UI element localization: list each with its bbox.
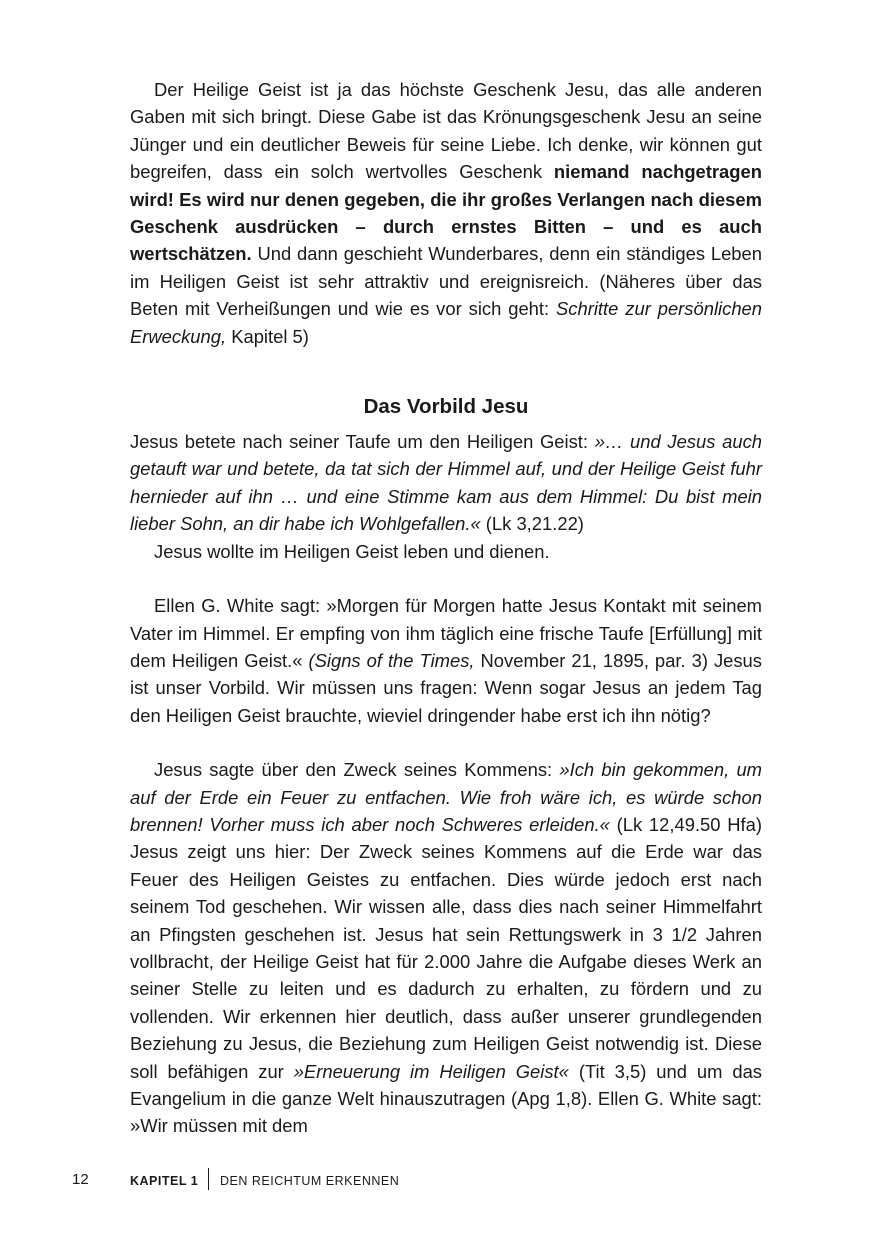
text-run: Jesus betete nach seiner Taufe um den Heiligen Geist: bbox=[130, 431, 595, 453]
page-body bbox=[130, 76, 762, 1140]
text-run: Jesus sagte über den Zweck seines Kommens: bbox=[154, 759, 560, 781]
text-run: Und dann geschieht Wunderbares, denn ein ständiges Leben im Heiligen Geist ist sehr attraktiv und ereignisreich. (Näheres über das Beten mit Verheißungen und wie es vor sich geht: bbox=[130, 243, 762, 320]
text-run: November 21, 1895, par. 3) Jesus ist unser Vorbild. Wir müssen uns fragen: Wenn sogar Jesus an jedem Tag den Heiligen Geist brauchte, wieviel dringender habe erst ich ihn nötig? bbox=[130, 649, 762, 726]
chapter-label: KAPITEL 1 bbox=[130, 1174, 199, 1188]
text-run: Ellen G. White sagt: »Morgen für Morgen hatte Jesus Kontakt mit seinem Vater im Himmel. Er empfing von ihm täglich eine frische Taufe [Erfüllung] mit dem Heiligen Geist.« bbox=[130, 595, 762, 671]
section-label: DEN REICHTUM ERKENNEN bbox=[220, 1174, 400, 1188]
paragraph-baptism bbox=[130, 428, 762, 538]
bible-quote-italic: »Ich bin gekommen, um auf der Erde ein Feuer zu entfachen. Wie froh wäre ich, es würde schon brennen! Vorher muss ich aber noch Schweres erleiden.« bbox=[130, 759, 762, 835]
bible-quote-italic: »… und Jesus auch getauft war und betete, da tat sich der Himmel auf, und der Heilige Geist fuhr hernieder auf ihn … und eine Stimme kam aus dem Himmel: Du bist mein lieber Sohn, an dir habe ich Wohlgefallen.« bbox=[130, 431, 762, 535]
text-run: (Lk 12,49.50 Hfa) Jesus zeigt uns hier: Der Zweck seines Kommens auf die Erde war das Feuer des Heiligen Geistes zu entfachen. Dies würde jedoch erst nach seinem Tod geschehen. Wir wissen alle, dass dies nach seiner Himmelfahrt an Pfingsten geschehen ist. Jesus hat sein Rettungswerk in 3 1/2 Jahren vollbracht, der Heilige Geist hat für 2.000 Jahre die Aufgabe dieses Werk an seiner Stelle zu leiten und es dadurch zu erhalten, zu fördern und zu vollenden. Wir erkennen hier deutlich, dass außer unserer grundlegenden Beziehung zu Jesus, die Beziehung zum Heiligen Geist notwendig ist. Diese soll befähigen zur bbox=[130, 813, 762, 1082]
footer-divider bbox=[208, 1168, 209, 1190]
book-title-italic: Schritte zur persönlichen Erweckung, bbox=[130, 298, 763, 347]
paragraph-live-serve: Jesus wollte im Heiligen Geist leben und dienen. bbox=[154, 540, 550, 562]
section-heading: Das Vorbild Jesu bbox=[363, 395, 529, 419]
paragraph-white-quote bbox=[130, 592, 762, 729]
page-number: 12 bbox=[72, 1171, 89, 1188]
text-run: (Tit 3,5) und um das Evangelium in die ganze Welt hinauszutragen (Apg 1,8). Ellen G. White sagt: »Wir müssen mit dem bbox=[130, 1060, 762, 1137]
source-italic: (Signs of the Times, bbox=[308, 649, 475, 671]
text-run: Kapitel 5) bbox=[226, 325, 309, 347]
quote-italic: »Erneuerung im Heiligen Geist« bbox=[293, 1060, 569, 1082]
bold-text-run: niemand nachgetragen wird! Es wird nur denen gegeben, die ihr großes Verlangen nach diesem Geschenk ausdrücken – durch ernstes Bitten – und es auch wertschätzen. bbox=[130, 161, 762, 265]
paragraph-gift bbox=[130, 76, 762, 350]
paragraph-gap bbox=[130, 565, 762, 592]
text-run: Der Heilige Geist ist ja das höchste Geschenk Jesu, das alle anderen Gaben mit sich bringt. Diese Gabe ist das Krönungsgeschenk Jesu an seine Jünger und ein deutlicher Beweis für seine Liebe. Ich denke, wir können gut begreifen, dass ein solch wertvolles Geschenk bbox=[130, 79, 762, 183]
paragraph-gap bbox=[130, 729, 762, 756]
page-footer bbox=[0, 1170, 874, 1194]
text-run: (Lk 3,21.22) bbox=[480, 513, 584, 535]
paragraph-purpose bbox=[130, 756, 762, 1140]
